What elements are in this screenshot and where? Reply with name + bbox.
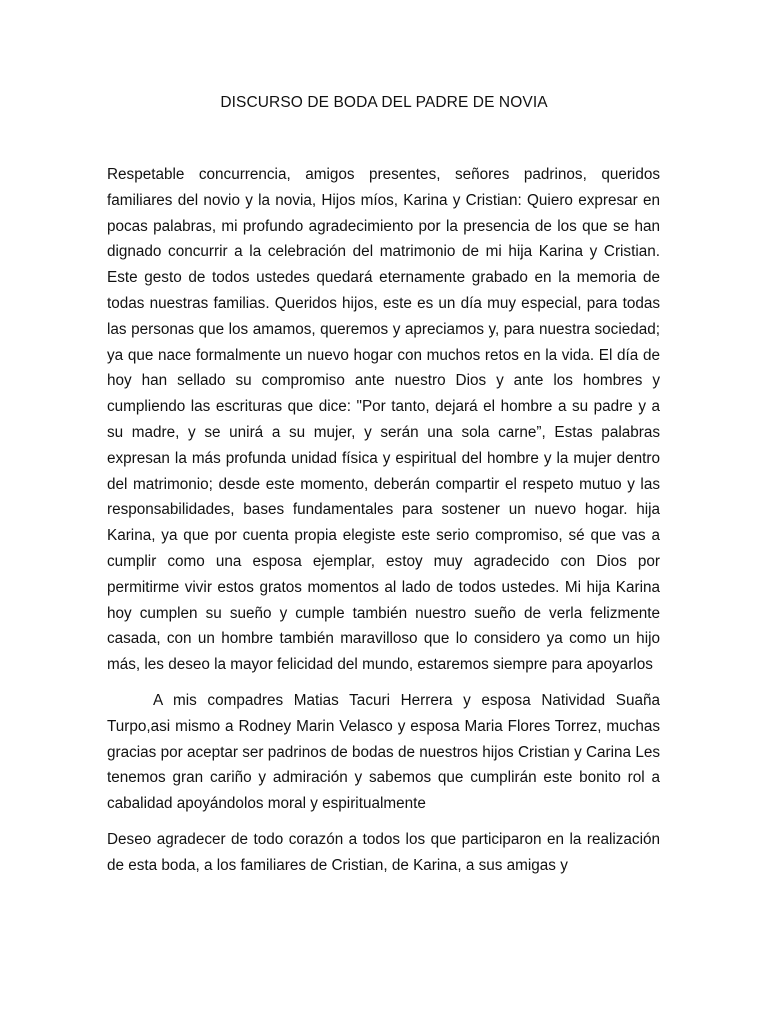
paragraph-padrinos: A mis compadres Matias Tacuri Herrera y esposa Natividad Suaña Turpo,asi mismo a Rodney Marin Velasco y esposa Maria Flores Torrez, muchas gracias por aceptar ser padrinos de bodas de nuestros hijos Cristian y Carina Les tenemos gran cariño y admiración y sabemos que cumplirán este bonito rol a cabalidad apoyándolos moral y espiritualmente (107, 691, 660, 813)
paragraph-opening: Respetable concurrencia, amigos presentes, señores padrinos, queridos familiares del novio y la novia, Hijos míos, Karina y Cristian: Quiero expresar en pocas palabras, mi profundo agradecimiento por la presencia de los que se han dignado concurrir a la celebración del matrimonio de mi hija Karina y Cristian. Este gesto de todos ustedes quedará eternamente grabado en la memoria de todas nuestras familias. Queridos hijos, este es un día muy especial, para todas las personas que los amamos, queremos y apreciamos y, para nuestra sociedad; ya que nace formalmente un nuevo hogar con muchos retos en la vida. El día de hoy han sellado su compromiso ante nuestro Dios y ante los hombres y cumpliendo las escrituras que dice: "Por tanto, dejará el hombre a su padre y a su madre, y se unirá a su mujer, y serán una sola carne”, Estas palabras expresan la más profunda unidad física y espiritual del hombre y la mujer dentro del matrimonio; desde este momento, deberán compartir el respeto mutuo y las responsabilidades, bases fundamentales para sostener un nuevo hogar. hija Karina, ya que por cuenta propia elegiste este serio compromiso, sé que vas a cumplir como una esposa ejemplar, estoy muy agradecido con Dios por permitirme vivir estos gratos momentos al lado de todos ustedes. Mi hija Karina hoy cumplen su sueño y cumple también nuestro sueño de verla felizmente casada, con un hombre también maravilloso que lo considero ya como un hijo más, les deseo la mayor felicidad del mundo, estaremos siempre para apoyarlos (107, 166, 660, 674)
paragraph-agradecimiento: Deseo agradecer de todo corazón a todos los que participaron en la realización de esta boda, a los familiares de Cristian, de Karina, a sus amigas y (107, 830, 660, 874)
document-title: DISCURSO DE BODA DEL PADRE DE NOVIA (220, 94, 548, 111)
document-body (107, 162, 660, 889)
